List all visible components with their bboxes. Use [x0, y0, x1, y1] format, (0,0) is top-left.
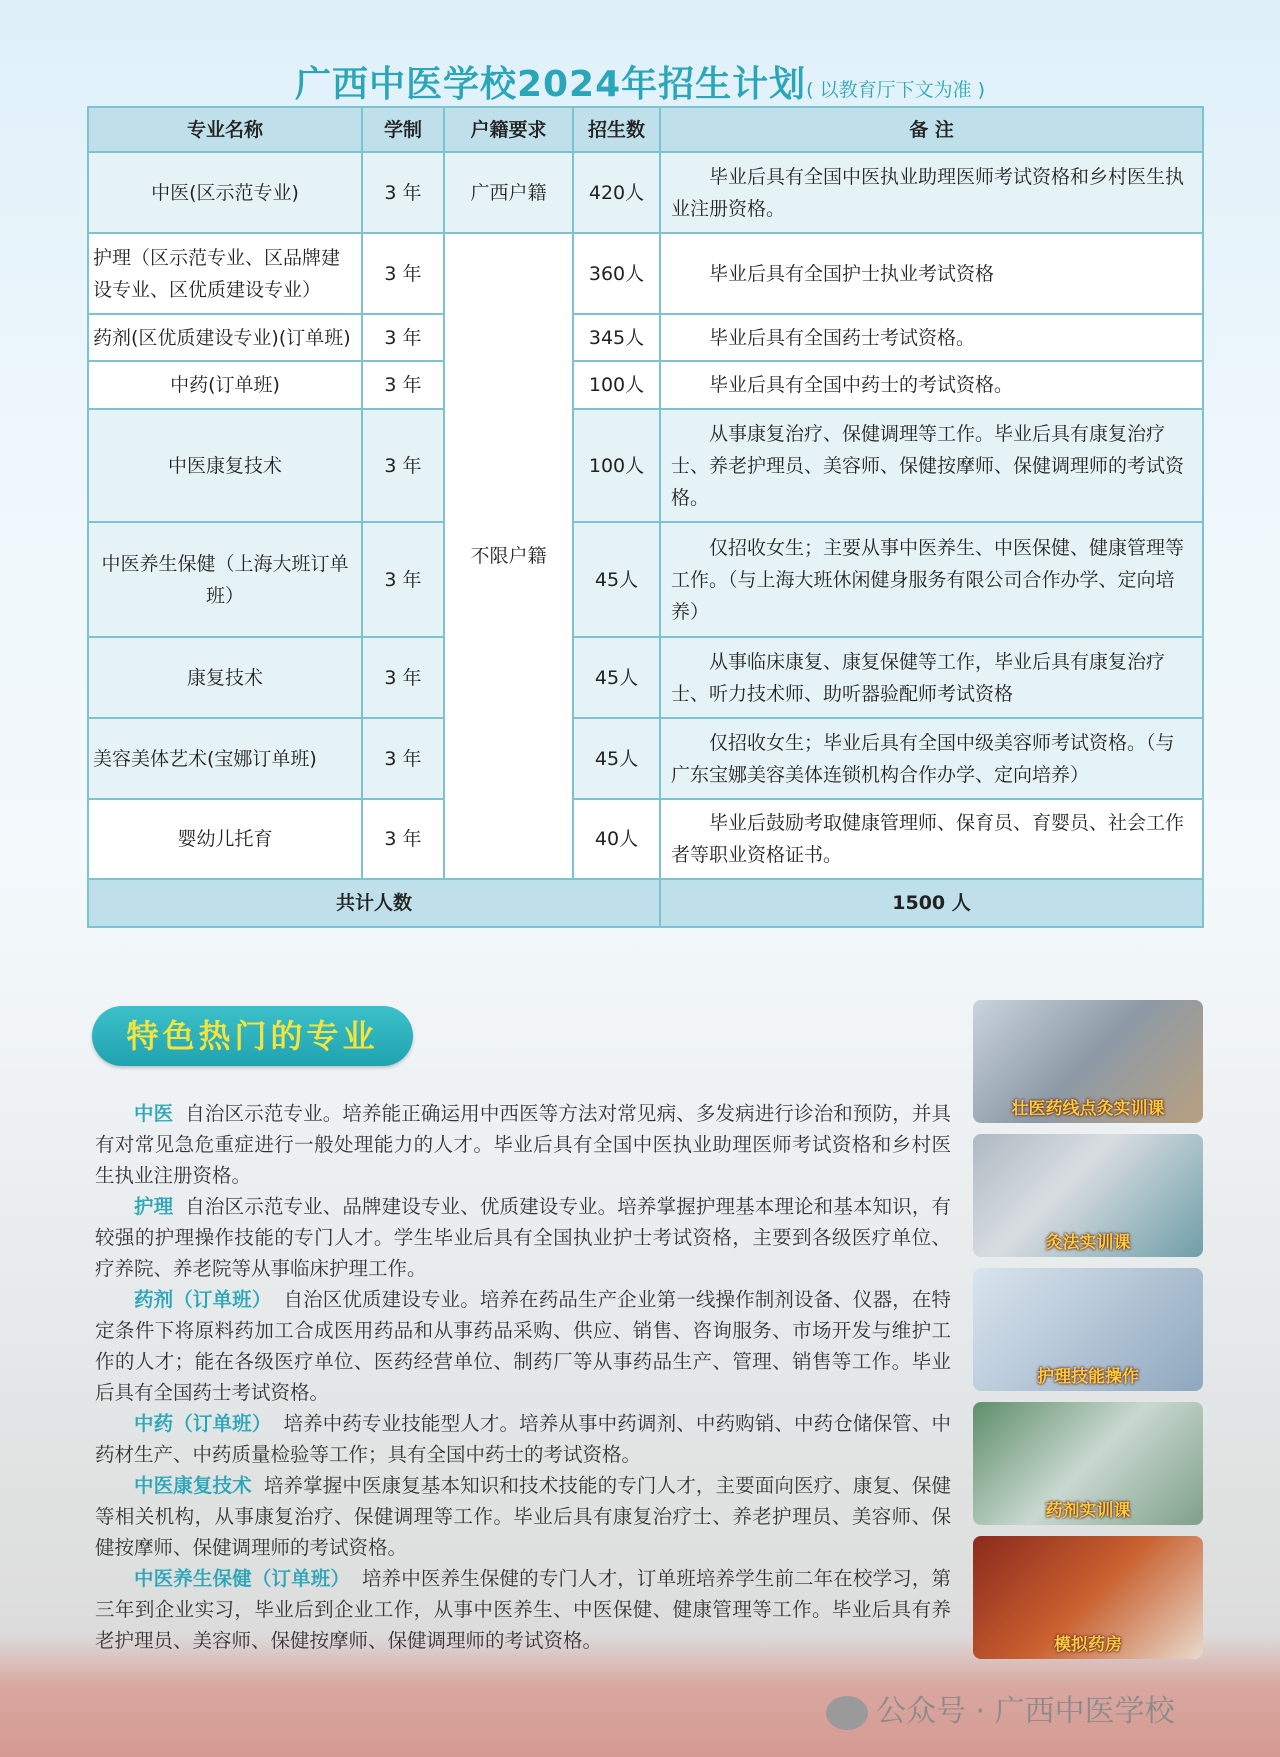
- major-text: 自治区优质建设专业。培养在药品生产企业第一线操作制剂设备、仪器，在特定条件下将原料药加工合成医用药品和从事药品采购、供应、销售、咨询服务、市场开发与维护工作的人才；能在各级医疗单位、医药经营单位、制药厂等从事药品生产、管理、销售等工作。毕业后具有全国药士考试资格。: [95, 1288, 951, 1404]
- photo-caption: 模拟药房: [1054, 1635, 1122, 1655]
- enroll-count: 345人: [573, 314, 660, 361]
- enroll-count: 45人: [573, 637, 660, 718]
- enroll-count: 40人: [573, 799, 660, 879]
- table-row: [88, 637, 1203, 718]
- major-heading: 护理: [134, 1195, 174, 1218]
- remark: [660, 718, 1203, 799]
- remark-text: 毕业后具有全国中药士的考试资格。: [709, 374, 1014, 396]
- major-heading: 中医: [134, 1102, 174, 1125]
- major-paragraph: [95, 1408, 951, 1470]
- remark: [660, 233, 1203, 314]
- duration: 3 年: [362, 361, 444, 409]
- remark: [660, 799, 1203, 879]
- major-text: 培养中医养生保健的专门人才，订单班培养学生前二年在校学习，第三年到企业实习，毕业后到企业工作，从事中医养生、中医保健、健康管理等工作。毕业后具有养老护理员、美容师、保健按摩师、保健调理师的考试资格。: [95, 1567, 951, 1652]
- remark: [660, 152, 1203, 233]
- major-text: 自治区示范专业。培养能正确运用中西医等方法对常见病、多发病进行诊治和预防，并具有对常见急危重症进行一般处理能力的人才。毕业后具有全国中医执业助理医师考试资格和乡村医生执业注册资格。: [95, 1102, 951, 1187]
- total-value: 1500 人: [660, 879, 1203, 927]
- training-photo: [973, 1268, 1203, 1391]
- major-paragraph: [95, 1563, 951, 1656]
- residence-shared: 不限户籍: [444, 233, 573, 879]
- remark-text: 从事康复治疗、保健调理等工作。毕业后具有康复治疗士、养老护理员、美容师、保健按摩师、保健调理师的考试资格。: [671, 422, 1185, 509]
- major-heading: 中医康复技术: [134, 1474, 252, 1497]
- table-row: [88, 522, 1203, 637]
- duration: 3 年: [362, 233, 444, 314]
- major-name: 婴幼儿托育: [88, 799, 362, 879]
- page-title: [0, 56, 1280, 107]
- major-paragraph: [95, 1098, 951, 1191]
- major-name: 美容美体艺术(宝娜订单班): [88, 718, 362, 799]
- enroll-count: 100人: [573, 409, 660, 522]
- photo-caption: 灸法实训课: [1045, 1233, 1131, 1253]
- duration: 3 年: [362, 522, 444, 637]
- duration: 3 年: [362, 152, 444, 233]
- major-text: 自治区示范专业、品牌建设专业、优质建设专业。培养掌握护理基本理论和基本知识，有较强的护理操作技能的专门人才。学生毕业后具有全国执业护士考试资格，主要到各级医疗单位、疗养院、养老院等从事临床护理工作。: [95, 1195, 951, 1280]
- major-text: 培养中药专业技能型人才。培养从事中药调剂、中药购销、中药仓储保管、中药材生产、中药质量检验等工作；具有全国中药士的考试资格。: [95, 1412, 951, 1466]
- watermark-text: 公众号 · 广西中医学校: [876, 1694, 1175, 1729]
- remark-text: 毕业后具有全国药士考试资格。: [709, 326, 976, 349]
- major-name: 中医(区示范专业): [88, 152, 362, 233]
- enroll-count: 45人: [573, 718, 660, 799]
- major-heading: 中药（订单班）: [134, 1412, 272, 1435]
- duration: 3 年: [362, 409, 444, 522]
- training-photo: [973, 1000, 1203, 1123]
- residence: 广西户籍: [444, 152, 573, 233]
- duration: 3 年: [362, 637, 444, 718]
- major-name: 康复技术: [88, 637, 362, 718]
- title-note: ( 以教育厅下文为准 ): [806, 79, 986, 101]
- major-text: 培养掌握中医康复基本知识和技术技能的专门人才，主要面向医疗、康复、保健等相关机构，从事康复治疗、保健调理等工作。毕业后具有康复治疗士、养老护理员、美容师、保健按摩师、保健调理师的考试资格。: [95, 1474, 951, 1559]
- title-main: 广西中医学校2024年招生计划: [294, 64, 807, 105]
- major-heading: 中医养生保健（订单班）: [134, 1567, 351, 1590]
- remark-text: 毕业后鼓励考取健康管理师、保育员、育婴员、社会工作者等职业资格证书。: [671, 812, 1185, 866]
- major-paragraph: [95, 1470, 951, 1563]
- col-header: 专业名称: [88, 107, 362, 152]
- training-photo: [973, 1134, 1203, 1257]
- enrollment-table: [87, 106, 1204, 928]
- duration: 3 年: [362, 799, 444, 879]
- watermark: [826, 1686, 1175, 1730]
- remark-text: 仅招收女生；主要从事中医养生、中医保健、健康管理等工作。（与上海大班休闲健身服务有限公司合作办学、定向培养）: [671, 536, 1185, 623]
- table-row: [88, 233, 1203, 314]
- major-name: 药剂(区优质建设专业)(订单班): [88, 314, 362, 361]
- remark: [660, 522, 1203, 637]
- table-row: [88, 314, 1203, 361]
- major-descriptions: [95, 1098, 951, 1656]
- col-header: 备 注: [660, 107, 1203, 152]
- remark-text: 毕业后具有全国中医执业助理医师考试资格和乡村医生执业注册资格。: [671, 165, 1185, 220]
- table-row: [88, 799, 1203, 879]
- col-header: 招生数: [573, 107, 660, 152]
- total-row: [88, 879, 1203, 927]
- training-photo: [973, 1536, 1203, 1659]
- table-row: [88, 718, 1203, 799]
- enroll-count: 45人: [573, 522, 660, 637]
- enroll-count: 360人: [573, 233, 660, 314]
- table-header: [88, 107, 1203, 152]
- photo-caption: 壮医药线点灸实训课: [1011, 1099, 1165, 1119]
- major-paragraph: [95, 1284, 951, 1408]
- section-title: 特色热门的专业: [92, 1006, 413, 1066]
- table-row: [88, 152, 1203, 233]
- major-paragraph: [95, 1191, 951, 1284]
- major-name: 护理（区示范专业、区品牌建设专业、区优质建设专业）: [88, 233, 362, 314]
- remark-text: 毕业后具有全国护士执业考试资格: [709, 262, 995, 285]
- remark-text: 仅招收女生；毕业后具有全国中级美容师考试资格。（与广东宝娜美容美体连锁机构合作办学、定向培养）: [671, 731, 1175, 786]
- major-heading: 药剂（订单班）: [134, 1288, 272, 1311]
- remark-text: 从事临床康复、康复保健等工作，毕业后具有康复治疗士、听力技术师、助听器验配师考试资格: [671, 650, 1166, 705]
- col-header: 学制: [362, 107, 444, 152]
- duration: 3 年: [362, 718, 444, 799]
- training-photo: [973, 1402, 1203, 1525]
- remark: [660, 637, 1203, 718]
- major-name: 中医养生保健（上海大班订单班）: [88, 522, 362, 637]
- photo-caption: 药剂实训课: [1045, 1501, 1131, 1521]
- enroll-count: 420人: [573, 152, 660, 233]
- major-name: 中医康复技术: [88, 409, 362, 522]
- col-header: 户籍要求: [444, 107, 573, 152]
- remark: [660, 361, 1203, 409]
- remark: [660, 314, 1203, 361]
- photo-caption: 护理技能操作: [1037, 1367, 1139, 1387]
- table-row: [88, 409, 1203, 522]
- remark: [660, 409, 1203, 522]
- major-name: 中药(订单班): [88, 361, 362, 409]
- table-row: [88, 361, 1203, 409]
- enroll-count: 100人: [573, 361, 660, 409]
- duration: 3 年: [362, 314, 444, 361]
- wechat-icon: [826, 1696, 868, 1730]
- total-label: 共计人数: [88, 879, 660, 927]
